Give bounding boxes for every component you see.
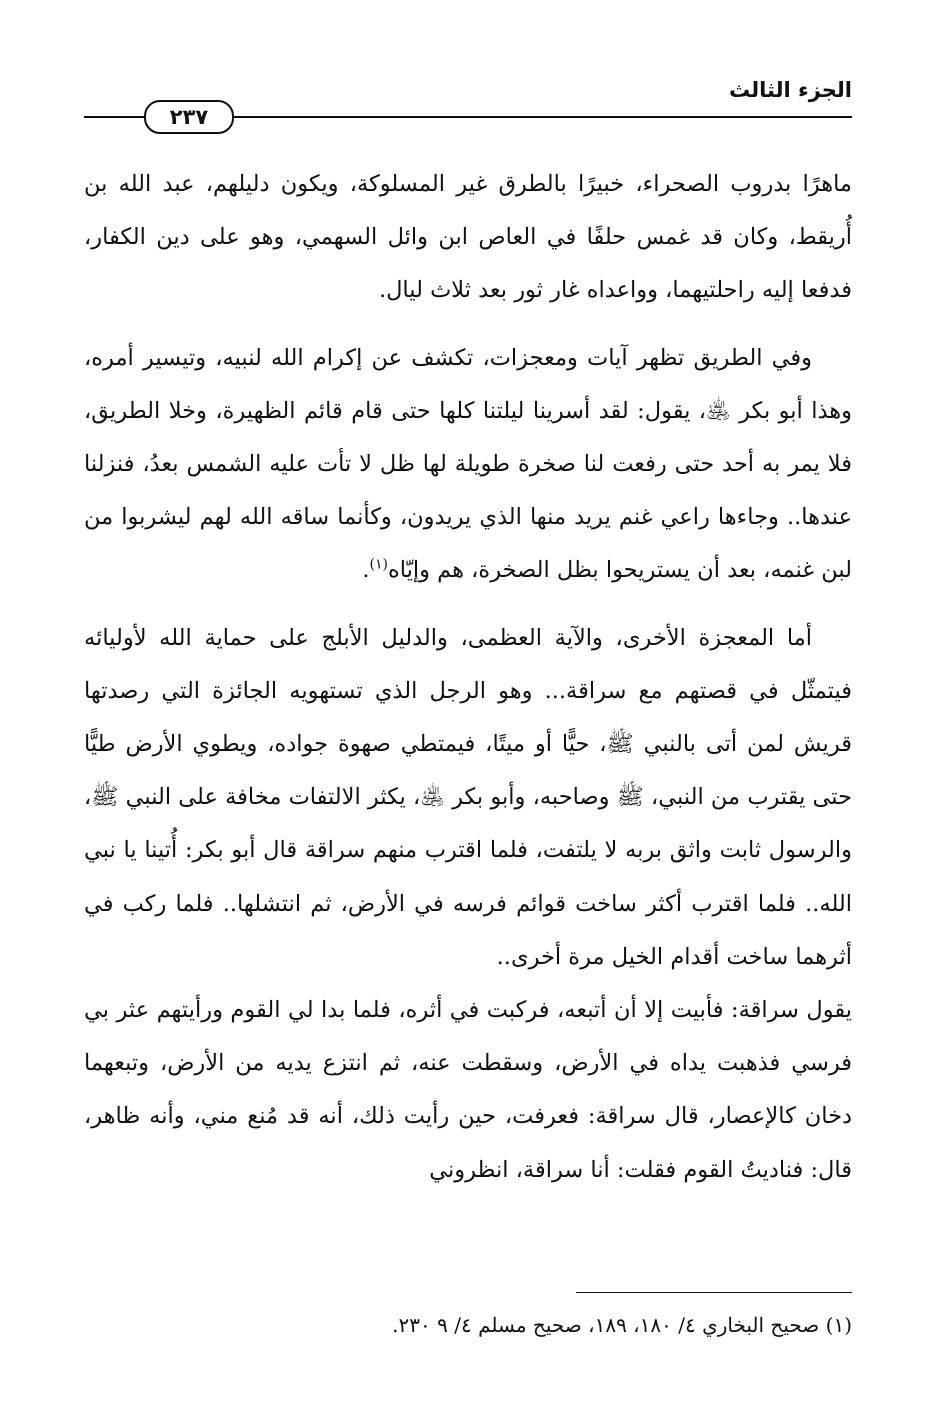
paragraph-tail: . bbox=[362, 557, 370, 584]
paragraph: أما المعجزة الأخرى، والآية العظمى، والدليل الأبلج على حماية الله لأوليائه فيتمثّل في قصتهم مع سراقة... وهو الرجل الذي تستهويه الجائزة التي رصدتها قريش لمن أتى بالنبي ﷺ، حيًّا أو ميتًا، فيمتطي صهوة جواده، ويطوي الأرض طيًّا حتى يقترب من النبي، ﷺ وصاحبه، وأبو بكر ﵁، يكثر الالتفات مخافة على النبي ﷺ، والرسول ثابت واثق بربه لا يلتفت، فلما اقترب منهم سراقة قال أبو بكر: أُتينا يا نبي الله.. فلما اقترب أكثر ساخت قوائم فرسه في الأرض، ثم انتشلها.. فلما ركب في أثرهما ساخت أقدام الخيل مرة أخرى.. bbox=[84, 624, 852, 970]
paragraph: ماهرًا بدروب الصحراء، خبيرًا بالطرق غير المسلوكة، ويكون دليلهم، عبد الله بن أُريقط، وكان قد غمس حلفًا في العاص ابن وائل السهمي، وهو على دين الكفار، فدفعا إليه راحلتيهما، وواعداه غار ثور بعد ثلاث ليال. bbox=[84, 171, 852, 304]
page-number: ٢٣٧ bbox=[144, 100, 234, 134]
footnote-rule bbox=[576, 1292, 852, 1293]
footnote: (١) صحيح البخاري ٤/ ١٨٠، ١٨٩، صحيح مسلم ٤/ ٩ ٢٣٠. bbox=[392, 1313, 852, 1337]
running-head: الجزء الثالث bbox=[729, 78, 852, 102]
body-text bbox=[84, 158, 852, 1197]
paragraph: يقول سراقة: فأبيت إلا أن أتبعه، فركبت في أثره، فلما بدا لي القوم ورأيتهم عثر بي فرسي فذهبت يداه في الأرض، وسقطت عنه، ثم انتزع يديه من الأرض، وتبعهما دخان كالإعصار، قال سراقة: فعرفت، حين رأيت ذلك، أنه قد مُنع مني، وأنه ظاهر، قال: فناديتُ القوم فقلت: أنا سراقة، انظروني bbox=[84, 997, 852, 1183]
paragraph bbox=[84, 332, 852, 598]
footnote-reference[interactable]: (١) bbox=[369, 556, 388, 573]
paragraph-text: وفي الطريق تظهر آيات ومعجزات، تكشف عن إكرام الله لنبيه، وتيسير أمره، وهذا أبو بكر ﵁، يقول: لقد أسرينا ليلتنا كلها حتى قام قائم الظهيرة، وخلا الطريق، فلا يمر به أحد حتى رفعت لنا صخرة طويلة لها ظل لا تأت عليه الشمس بعدُ، فنزلنا عندها.. وجاءها راعي غنم يريد منها الذي يريدون، وكأنما ساقه الله لهم ليشربوا من لبن غنمه، بعد أن يستريحوا بظل الصخرة، هم وإيّاه bbox=[84, 344, 852, 584]
page-header bbox=[84, 70, 852, 150]
